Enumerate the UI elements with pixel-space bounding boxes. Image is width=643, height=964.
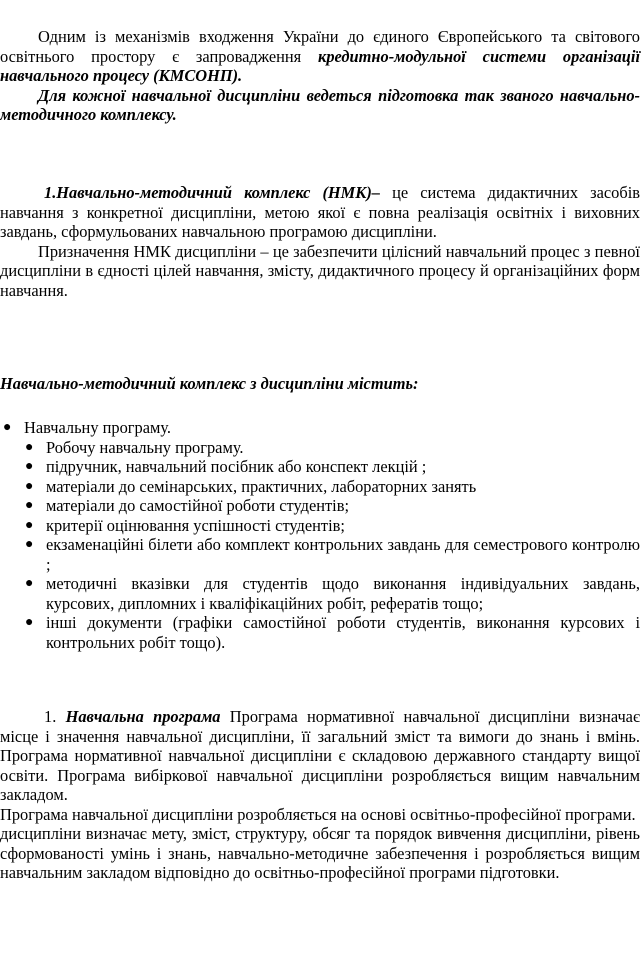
bullet-icon: ● — [25, 439, 34, 455]
program-text: Програма нормативної навчальної дисципліни визначає місце і значення навчальної дисципліни, її загальний зміст та вимоги до знань і вмінь. Програма нормативної навчальної дисципліни є складовою державного стандарту вищої освіти. Програма вибіркової навчальної дисципліни розробляється вищим навчальним закладом. — [0, 707, 640, 804]
program-paragraph-1 — [0, 707, 640, 805]
list-item: ● підручник, навчальний посібник або конспект лекцій ; — [25, 457, 427, 476]
program-paragraph-2: Програма навчальної дисципліни розробляється на основі освітньо-професійної програми. — [0, 804, 636, 824]
intro-paragraph-2: Для кожної навчальної дисципліни ведеться підготовка так званого навчально-методичного комплексу. — [0, 85, 640, 124]
intro-paragraph-1 — [0, 27, 640, 86]
bullet-icon: ● — [25, 537, 34, 552]
nmk-definition: це система дидактичних засобів навчання з конкретної дисципліни, метою якої є повна реалізація освітніх і виховних завдань, сформульованих навчальною програмою дисципліни. — [0, 183, 640, 241]
program-number: 1. — [44, 707, 66, 726]
bullet-icon: ● — [25, 576, 34, 591]
list-item: ● методичні вказівки для студентів щодо виконання індивідуальних завдань, курсових, дипломних і кваліфікаційних робіт, рефератів тощо; — [25, 574, 640, 613]
intro-section — [0, 27, 640, 125]
list-item: ● інші документи (графіки самостійної роботи студентів, виконання курсових і контрольних робіт тощо). — [25, 613, 640, 652]
bullet-icon: ● — [3, 420, 12, 435]
list-item: ● Навчальну програму. — [3, 418, 171, 437]
nmk-section — [0, 183, 640, 300]
bullet-icon: ● — [25, 498, 34, 513]
contents-list — [0, 418, 640, 652]
contents-heading: Навчально-методичний комплекс з дисципліни містить: — [0, 374, 419, 393]
bullet-icon: ● — [25, 517, 34, 533]
list-item: ● матеріали до семінарських, практичних, лабораторних занять — [25, 476, 477, 496]
program-section — [0, 707, 640, 883]
nmk-heading: 1.Навчально-методичний комплекс (НМК)– — [44, 183, 380, 202]
contents-section — [0, 374, 640, 394]
program-title: Навчальна програма — [65, 707, 221, 726]
nmk-purpose-paragraph: Призначення НМК дисципліни – це забезпечити цілісний навчальний процес з певної дисципліни в єдності цілей навчання, змісту, дидактичного процесу й організаційних форм навчання. — [0, 241, 640, 300]
program-paragraph-3: дисципліни визначає мету, зміст, структуру, обсяг та порядок вивчення дисципліни, рівень сформованості умінь і знань, навчально-методичне забезпечення і розробляється вищим навчальним закладом відповідно до освітньо-професійної програми підготовки. — [0, 824, 640, 882]
bullet-icon: ● — [25, 478, 34, 494]
intro-emphasis-kmsonp: кредитно-модульної системи організації навчального процесу (КМСОНП). — [0, 46, 640, 85]
list-item: ● екзаменаційні білети або комплект контрольних завдань для семестрового контролю ; — [25, 535, 640, 574]
intro-text: Одним із механізмів входження України до єдиного Європейського та світового освітнього простору є запровадження — [0, 27, 640, 66]
bullet-icon: ● — [25, 615, 34, 630]
list-item: ● матеріали до самостійної роботи студентів; — [25, 496, 350, 515]
list-item: ● критерії оцінювання успішності студентів; — [25, 515, 345, 535]
list-item: ● Робочу навчальну програму. — [25, 437, 244, 457]
nmk-definition-paragraph — [0, 183, 640, 242]
bullet-icon: ● — [25, 459, 34, 474]
